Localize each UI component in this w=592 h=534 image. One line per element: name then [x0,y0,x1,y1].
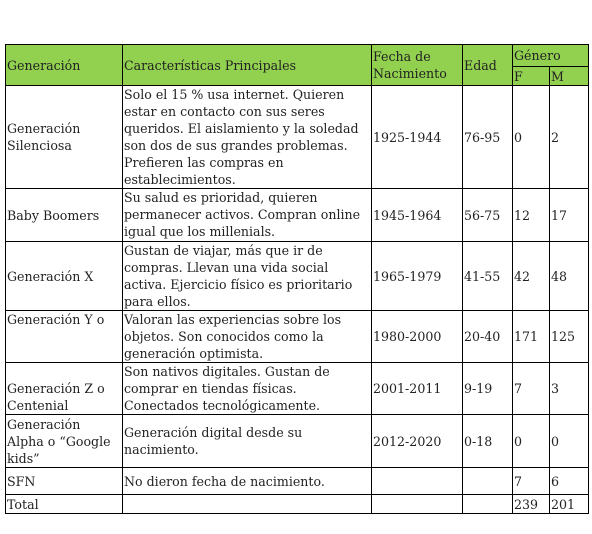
cell-generacion: Generación Silenciosa [6,86,123,189]
cell-fecha: 1925-1944 [372,86,463,189]
cell-caracteristicas: No dieron fecha de nacimiento. [123,468,372,495]
total-row [6,495,589,514]
cell-generacion: Generación Z o Centenial [6,363,123,415]
generations-table [5,44,589,514]
cell-caracteristicas: Gustan de viajar, más que ir de compras. Llevan una vida social activa. Ejercicio físico es prioritario para ellos. [123,242,372,311]
cell-m: 6 [550,468,589,495]
cell-f: 0 [513,86,550,189]
cell-m: 125 [550,311,589,363]
total-label: Total [6,495,123,514]
header-caracteristicas: Características Principales [123,45,372,86]
total-empty [372,495,463,514]
cell-m: 2 [550,86,589,189]
cell-f: 7 [513,468,550,495]
cell-generacion: Generación Alpha o “Google kids” [6,415,123,468]
cell-edad: 0-18 [463,415,513,468]
cell-fecha: 1965-1979 [372,242,463,311]
header-fecha: Fecha de Nacimiento [372,45,463,86]
cell-edad: 41-55 [463,242,513,311]
cell-edad: 76-95 [463,86,513,189]
total-f: 239 [513,495,550,514]
generations-table-container [5,44,589,514]
cell-caracteristicas: Generación digital desde su nacimiento. [123,415,372,468]
header-f: F [513,67,550,86]
table-row [6,189,589,242]
cell-f: 7 [513,363,550,415]
cell-edad: 9-19 [463,363,513,415]
table-row [6,468,589,495]
cell-f: 171 [513,311,550,363]
cell-f: 0 [513,415,550,468]
cell-fecha [372,468,463,495]
cell-edad: 20-40 [463,311,513,363]
header-generacion: Generación [6,45,123,86]
cell-m: 0 [550,415,589,468]
cell-edad: 56-75 [463,189,513,242]
cell-m: 3 [550,363,589,415]
cell-fecha: 1980-2000 [372,311,463,363]
header-genero: Género [513,45,589,67]
cell-caracteristicas: Su salud es prioridad, quieren permanecer activos. Compran online igual que los millenials. [123,189,372,242]
header-edad: Edad [463,45,513,86]
cell-fecha: 2001-2011 [372,363,463,415]
header-m: M [550,67,589,86]
table-row [6,86,589,189]
table-row [6,242,589,311]
cell-generacion: Generación X [6,242,123,311]
cell-caracteristicas: Solo el 15 % usa internet. Quieren estar en contacto con sus seres queridos. El aislamiento y la soledad son dos de sus grandes problemas. Prefieren las compras en establecimientos. [123,86,372,189]
cell-f: 42 [513,242,550,311]
total-empty [463,495,513,514]
cell-generacion: SFN [6,468,123,495]
cell-generacion: Generación Y o [6,311,123,363]
cell-caracteristicas: Son nativos digitales. Gustan de comprar en tiendas físicas. Conectados tecnológicamente. [123,363,372,415]
table-row [6,415,589,468]
total-m: 201 [550,495,589,514]
cell-f: 12 [513,189,550,242]
total-empty [123,495,372,514]
cell-generacion: Baby Boomers [6,189,123,242]
cell-m: 17 [550,189,589,242]
cell-fecha: 1945-1964 [372,189,463,242]
table-row [6,363,589,415]
cell-m: 48 [550,242,589,311]
table-row [6,311,589,363]
cell-fecha: 2012-2020 [372,415,463,468]
cell-caracteristicas: Valoran las experiencias sobre los objetos. Son conocidos como la generación optimista. [123,311,372,363]
cell-edad [463,468,513,495]
header-row [6,45,589,67]
